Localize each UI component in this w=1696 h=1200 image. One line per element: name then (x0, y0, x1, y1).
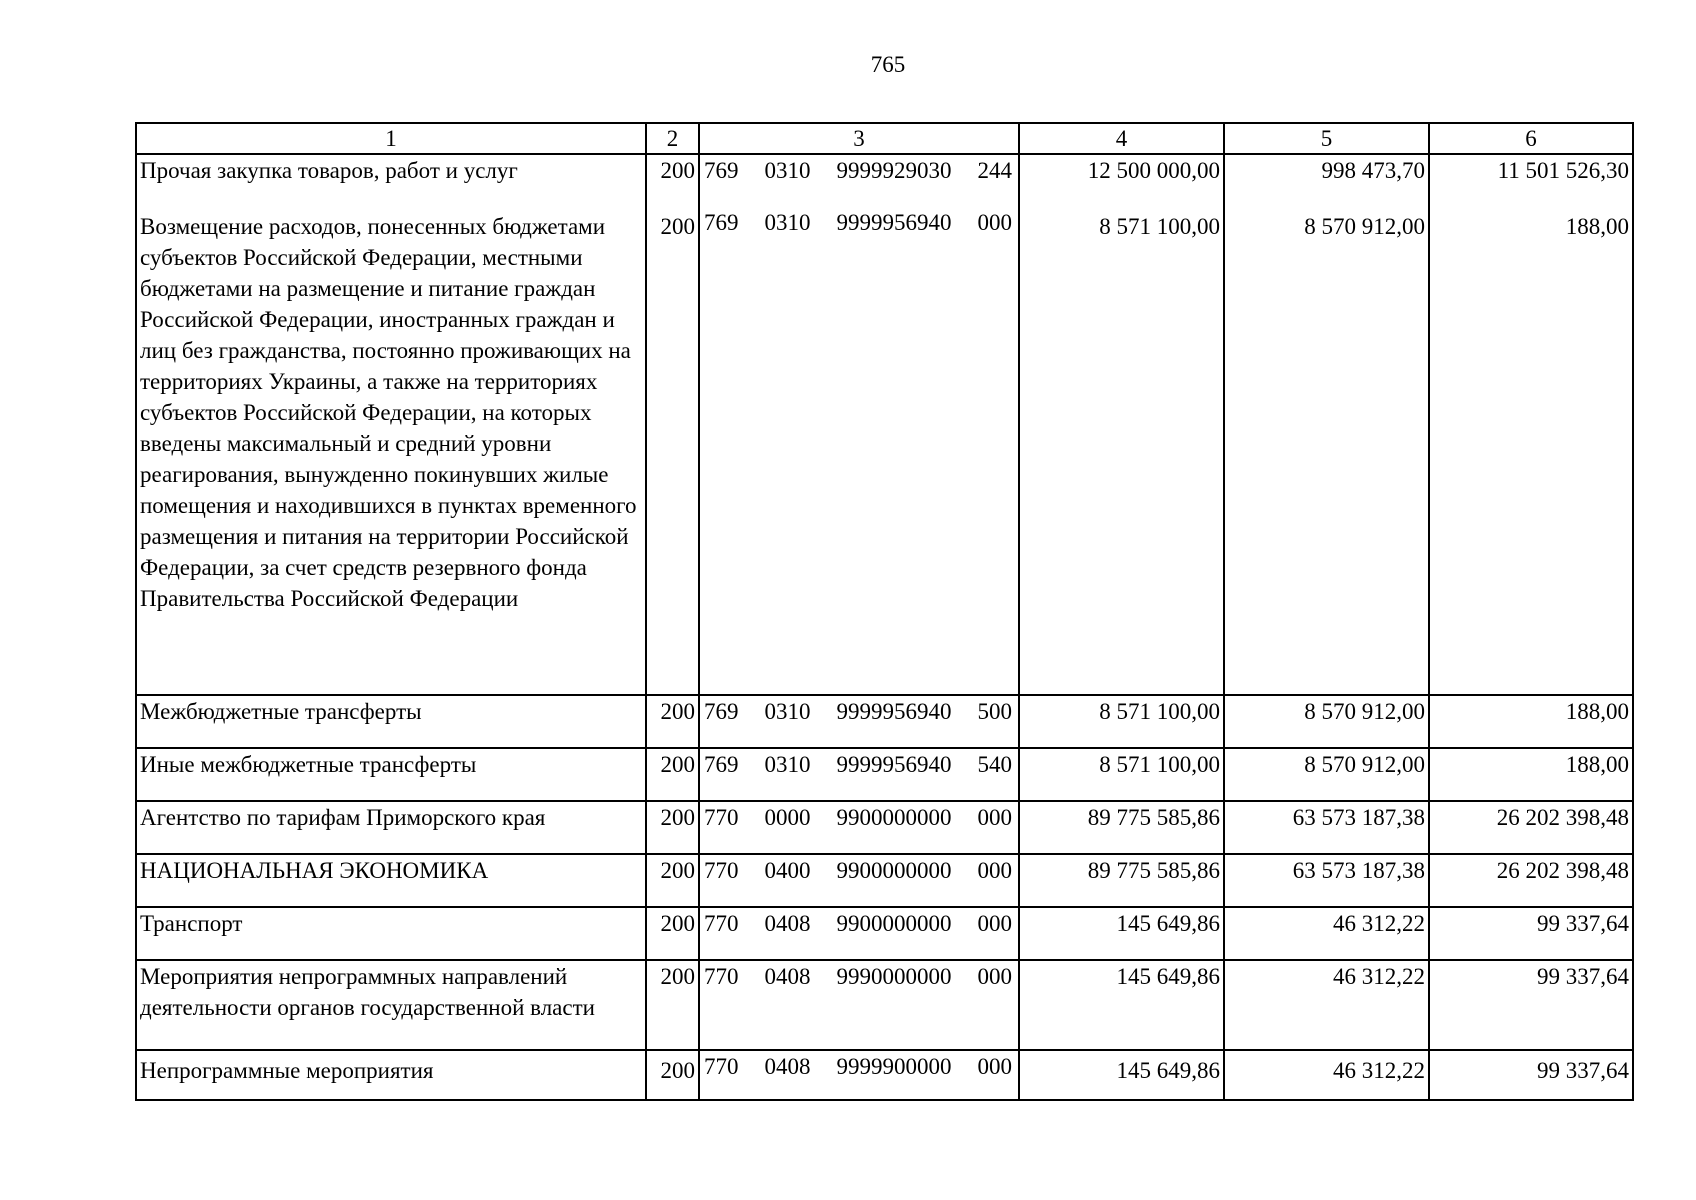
row-name: Возмещение расходов, понесенных бюджетами субъектов Российской Федерации, местными бюджетами на размещение и питание граждан Российской Федерации, иностранных граждан и лиц без гражданства, постоянно проживающих на территориях Украины, а также на территориях субъектов Российской Федерации, на которых введены максимальный и средний уровни реагирования, вынужденно покинувших жилые помещения и находившихся в пунктах временного размещения и питания на территории Российской Федерации, за счет средств резервного фонда Правительства Российской Федерации (136, 207, 646, 695)
code-article: 9999956940 (836, 210, 952, 235)
row-name: Мероприятия непрограммных направлений деятельности органов государственной власти (136, 960, 646, 1050)
row-value-5: 63 573 187,38 (1224, 801, 1429, 854)
table-row (136, 207, 1633, 695)
code-type: 000 (977, 805, 1012, 830)
row-col2: 200 (646, 207, 699, 695)
row-col2: 200 (646, 695, 699, 748)
row-value-4: 145 649,86 (1019, 960, 1224, 1050)
row-value-6: 99 337,64 (1429, 1050, 1633, 1100)
budget-table-container (135, 122, 1632, 1101)
row-value-4: 145 649,86 (1019, 1050, 1224, 1100)
column-header-2: 2 (646, 123, 699, 154)
row-name: Непрограммные мероприятия (136, 1050, 646, 1100)
table-row (136, 854, 1633, 907)
row-name: Транспорт (136, 907, 646, 960)
row-value-6: 188,00 (1429, 695, 1633, 748)
code-type: 000 (977, 210, 1012, 235)
row-code (699, 748, 1019, 801)
table-row (136, 154, 1633, 207)
column-header-4: 4 (1019, 123, 1224, 154)
row-col2: 200 (646, 748, 699, 801)
row-value-5: 46 312,22 (1224, 1050, 1429, 1100)
code-type: 000 (977, 911, 1012, 936)
row-value-5: 998 473,70 (1224, 154, 1429, 207)
row-value-5: 46 312,22 (1224, 960, 1429, 1050)
table-row (136, 748, 1633, 801)
row-col2: 200 (646, 854, 699, 907)
header-row (136, 123, 1633, 154)
code-article: 9999929030 (836, 158, 952, 183)
code-article: 9900000000 (836, 858, 952, 883)
row-value-6: 99 337,64 (1429, 960, 1633, 1050)
row-value-4: 8 571 100,00 (1019, 695, 1224, 748)
budget-table (135, 122, 1634, 1101)
table-row (136, 907, 1633, 960)
row-col2: 200 (646, 960, 699, 1050)
column-header-1: 1 (136, 123, 646, 154)
row-value-6: 188,00 (1429, 748, 1633, 801)
row-value-4: 8 571 100,00 (1019, 207, 1224, 695)
row-name: Иные межбюджетные трансферты (136, 748, 646, 801)
code-type: 540 (977, 752, 1012, 777)
code-admin: 769 (704, 752, 739, 777)
row-col2: 200 (646, 1050, 699, 1100)
code-section: 0310 (764, 752, 811, 777)
table-row (136, 960, 1633, 1050)
code-admin: 770 (704, 1054, 739, 1079)
code-type: 000 (977, 1054, 1012, 1079)
row-value-5: 8 570 912,00 (1224, 207, 1429, 695)
code-section: 0310 (764, 210, 811, 235)
row-code (699, 1050, 1019, 1100)
code-article: 9999956940 (836, 699, 952, 724)
row-code (699, 854, 1019, 907)
code-type: 000 (977, 964, 1012, 989)
code-section: 0000 (764, 805, 811, 830)
code-admin: 769 (704, 158, 739, 183)
row-value-5: 63 573 187,38 (1224, 854, 1429, 907)
row-value-6: 11 501 526,30 (1429, 154, 1633, 207)
row-code (699, 154, 1019, 207)
row-value-6: 26 202 398,48 (1429, 854, 1633, 907)
code-admin: 770 (704, 858, 739, 883)
table-row (136, 1050, 1633, 1100)
code-article: 9900000000 (836, 805, 952, 830)
code-article: 9990000000 (836, 964, 952, 989)
page-number: 765 (870, 52, 906, 77)
row-value-6: 26 202 398,48 (1429, 801, 1633, 854)
row-value-5: 46 312,22 (1224, 907, 1429, 960)
row-value-4: 145 649,86 (1019, 907, 1224, 960)
row-col2: 200 (646, 907, 699, 960)
column-header-6: 6 (1429, 123, 1633, 154)
table-row (136, 695, 1633, 748)
table-row (136, 801, 1633, 854)
code-type: 500 (977, 699, 1012, 724)
row-value-4: 12 500 000,00 (1019, 154, 1224, 207)
code-admin: 769 (704, 699, 739, 724)
code-type: 000 (977, 858, 1012, 883)
code-type: 244 (977, 158, 1012, 183)
code-section: 0310 (764, 699, 811, 724)
column-header-3: 3 (699, 123, 1019, 154)
row-value-4: 89 775 585,86 (1019, 854, 1224, 907)
code-section: 0310 (764, 158, 811, 183)
row-code (699, 907, 1019, 960)
row-value-4: 8 571 100,00 (1019, 748, 1224, 801)
code-article: 9999956940 (836, 752, 952, 777)
row-name: НАЦИОНАЛЬНАЯ ЭКОНОМИКА (136, 854, 646, 907)
row-col2: 200 (646, 154, 699, 207)
code-article: 9999900000 (836, 1054, 952, 1079)
row-col2: 200 (646, 801, 699, 854)
code-admin: 770 (704, 911, 739, 936)
code-section: 0400 (764, 858, 811, 883)
row-code (699, 695, 1019, 748)
row-value-5: 8 570 912,00 (1224, 695, 1429, 748)
row-value-6: 99 337,64 (1429, 907, 1633, 960)
row-name: Межбюджетные трансферты (136, 695, 646, 748)
row-value-4: 89 775 585,86 (1019, 801, 1224, 854)
row-name: Прочая закупка товаров, работ и услуг (136, 154, 646, 207)
row-code (699, 207, 1019, 695)
code-admin: 769 (704, 210, 739, 235)
row-value-5: 8 570 912,00 (1224, 748, 1429, 801)
code-section: 0408 (764, 964, 811, 989)
code-admin: 770 (704, 964, 739, 989)
row-value-6: 188,00 (1429, 207, 1633, 695)
code-section: 0408 (764, 911, 811, 936)
code-article: 9900000000 (836, 911, 952, 936)
code-section: 0408 (764, 1054, 811, 1079)
row-code (699, 801, 1019, 854)
row-name: Агентство по тарифам Приморского края (136, 801, 646, 854)
code-admin: 770 (704, 805, 739, 830)
column-header-5: 5 (1224, 123, 1429, 154)
row-code (699, 960, 1019, 1050)
